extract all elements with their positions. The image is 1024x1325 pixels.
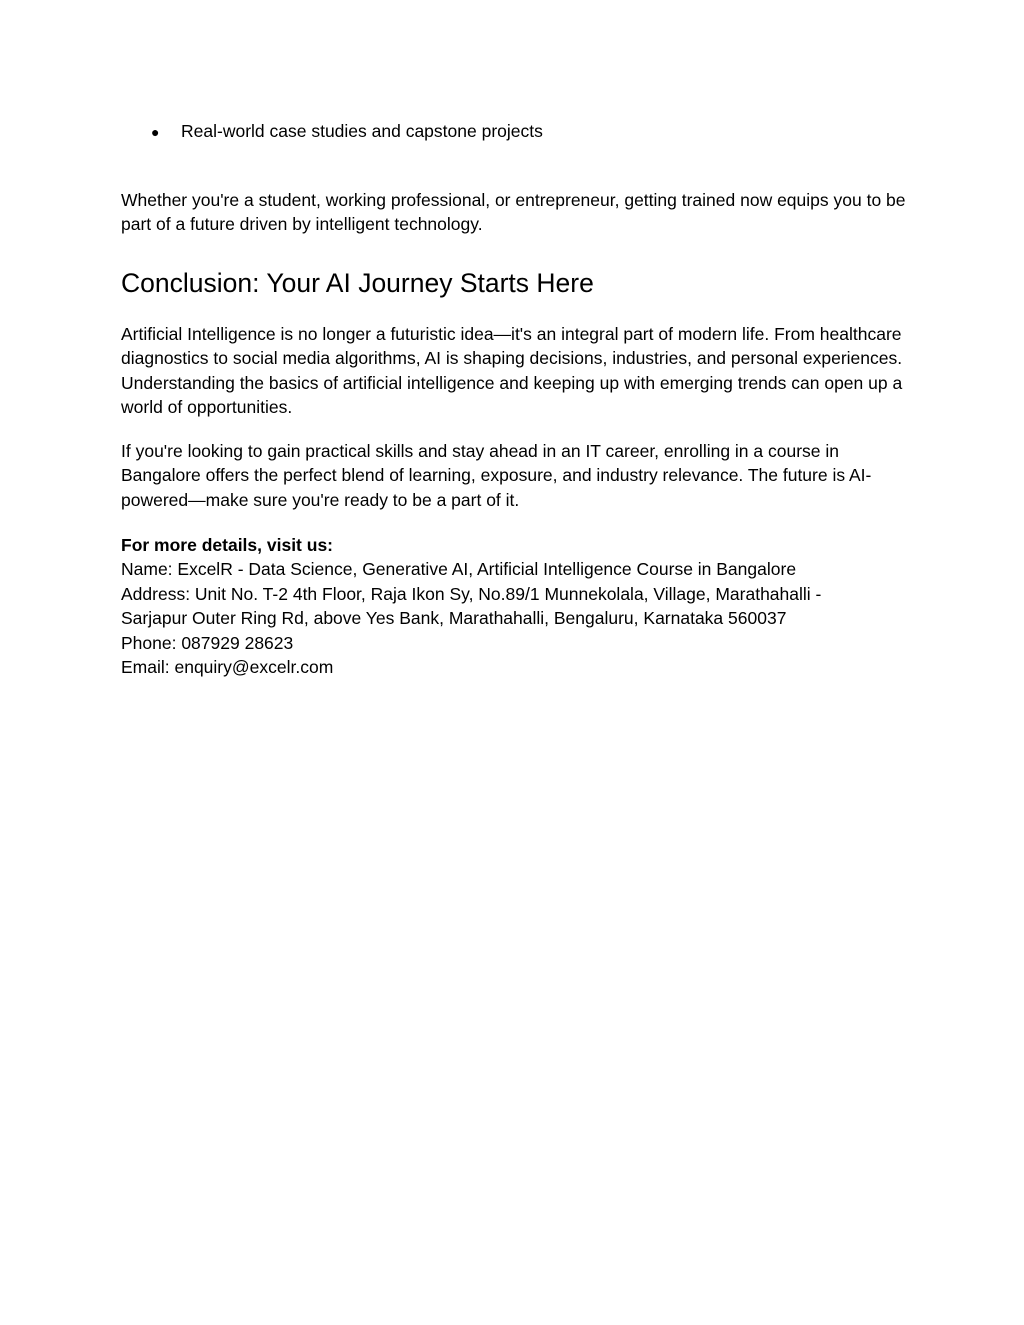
- bullet-dot-icon: ●: [151, 124, 160, 140]
- conclusion-paragraph-2: If you're looking to gain practical skills and stay ahead in an IT career, enrolling in a course in Bangalore offers the perfect blend of learning, exposure, and industry relevance. The future is AI-powered—make sure you're ready to be a part of it.: [121, 441, 872, 510]
- contact-block: [121, 533, 911, 679]
- intro-paragraph: Whether you're a student, working professional, or entrepreneur, getting trained now equips you to be part of a future driven by intelligent technology.: [121, 190, 906, 235]
- feature-bullet-list: [151, 119, 911, 144]
- contact-address-line-1: Address: Unit No. T-2 4th Floor, Raja Ikon Sy, No.89/1 Munnekolala, Village, Marathahalli -: [121, 583, 822, 604]
- conclusion-paragraph-1: Artificial Intelligence is no longer a futuristic idea—it's an integral part of modern life. From healthcare diagnostics to social media algorithms, AI is shaping decisions, industries, and personal experiences. Understanding the basics of artificial intelligence and keeping up with emerging trends can open up a world of opportunities.: [121, 324, 903, 418]
- contact-phone: Phone: 087929 28623: [121, 632, 294, 653]
- conclusion-heading: Conclusion: Your AI Journey Starts Here: [121, 268, 594, 298]
- contact-name: Name: ExcelR - Data Science, Generative AI, Artificial Intelligence Course in Bangalore: [121, 559, 797, 580]
- contact-email: Email: enquiry@excelr.com: [121, 657, 334, 678]
- list-item-text: Real-world case studies and capstone projects: [181, 121, 543, 141]
- contact-address-line-2: Sarjapur Outer Ring Rd, above Yes Bank, Marathahalli, Bengaluru, Karnataka 560037: [121, 608, 787, 629]
- list-item: [151, 119, 911, 144]
- contact-title: For more details, visit us:: [121, 535, 333, 555]
